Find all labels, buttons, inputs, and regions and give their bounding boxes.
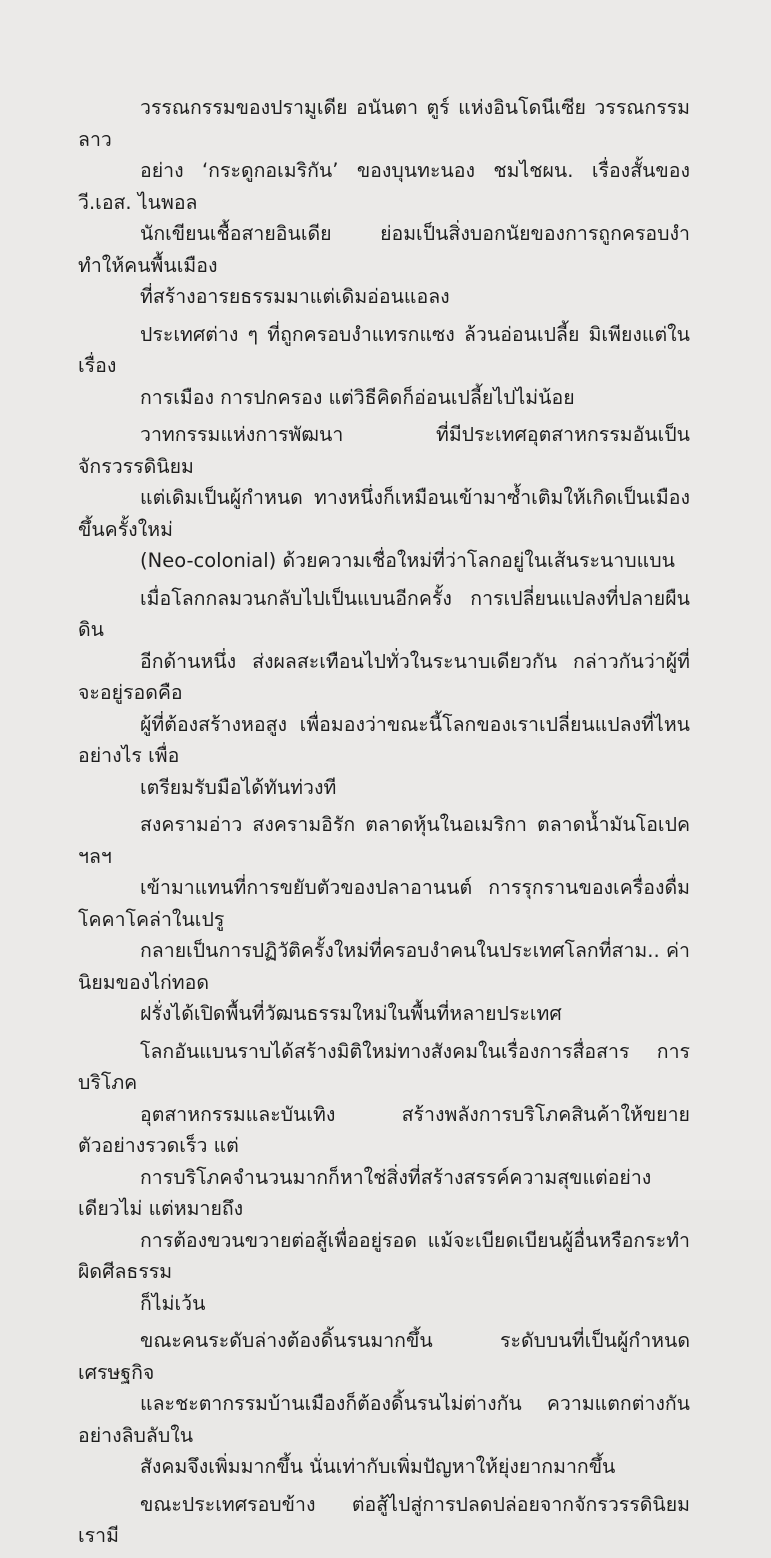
text-line: การบริโภคจำนวนมากก็หาใช่สิ่งที่สร้างสรรค์ความสุขแต่อย่างเดียวไม่ แต่หมายถึง [78, 1165, 652, 1220]
paragraph [78, 319, 690, 414]
paragraph [78, 419, 690, 577]
paragraph [78, 92, 690, 313]
text-line: และชะตากรรมบ้านเมืองก็ต้องดิ้นรนไม่ต่างกัน ความแตกต่างกันอย่างลิบลับใน [78, 1392, 690, 1447]
paragraph [78, 1489, 690, 1552]
text-line: การเมือง การปกครอง แต่วิธีคิดก็อ่อนเปลี้ยไปไม่น้อย [140, 385, 575, 409]
text-line: ผู้ที่ต้องสร้างหอสูง เพื่อมองว่าขณะนี้โลกของเราเปลี่ยนแปลงที่ไหน อย่างไร เพื่อ [78, 712, 690, 767]
text-line: ขณะคนระดับล่างต้องดิ้นรนมากขึ้น ระดับบนที่เป็นผู้กำหนดเศรษฐกิจ [78, 1329, 690, 1384]
text-line: วาทกรรมแห่งการพัฒนา ที่มีประเทศอุตสาหกรรมอันเป็นจักรวรรดินิยม [78, 423, 690, 478]
text-line: การต้องขวนขวายต่อสู้เพื่ออยู่รอด แม้จะเบียดเบียนผู้อื่นหรือกระทำผิดศีลธรรม [78, 1228, 690, 1283]
text-line: วรรณกรรมของปรามูเดีย อนันตา ตูร์ แห่งอินโดนีเซีย วรรณกรรมลาว [78, 96, 690, 151]
text-line: ประเทศต่าง ๆ ที่ถูกครอบงำแทรกแซง ล้วนอ่อนเปลี้ย มิเพียงแต่ในเรื่อง [78, 322, 690, 377]
text-line: อุตสาหกรรมและบันเทิง สร้างพลังการบริโภคสินค้าให้ขยายตัวอย่างรวดเร็ว แต่ [78, 1102, 690, 1157]
body-text [78, 92, 690, 1558]
text-line: สงครามอ่าว สงครามอิรัก ตลาดหุ้นในอเมริกา ตลาดน้ำมันโอเปค ฯลฯ [78, 813, 690, 868]
text-line: ฝรั่งได้เปิดพื้นที่วัฒนธรรมใหม่ในพื้นที่หลายประเทศ [140, 1002, 562, 1025]
text-line: ก็ไม่เว้น [140, 1291, 206, 1315]
text-line: เตรียมรับมือได้ทันท่วงที [140, 775, 337, 799]
text-line: แต่เดิมเป็นผู้กำหนด ทางหนึ่งก็เหมือนเข้ามาซ้ำเติมให้เกิดเป็นเมืองขึ้นครั้งใหม่ [78, 486, 690, 541]
paragraph [78, 1325, 690, 1483]
text-line: นักเขียนเชื้อสายอินเดีย ย่อมเป็นสิ่งบอกนัยของการถูกครอบงำ ทำให้คนพื้นเมือง [78, 222, 690, 277]
paragraph [78, 583, 690, 804]
text-line: ที่สร้างอารยธรรมมาแต่เดิมอ่อนแอลง [140, 285, 450, 308]
paragraph [78, 809, 690, 1030]
text-line: สังคมจึงเพิ่มมากขึ้น นั่นเท่ากับเพิ่มปัญหาให้ยุ่งยากมากขึ้น [140, 1455, 616, 1478]
text-line: ขณะประเทศรอบข้าง ต่อสู้ไปสู่การปลดปล่อยจากจักรวรรดินิยม เรามี [78, 1492, 690, 1547]
text-line: กลายเป็นการปฏิวัติครั้งใหม่ที่ครอบงำคนในประเทศโลกที่สาม.. ค่านิยมของไก่ทอด [78, 939, 690, 994]
text-line: (Neo-colonial) ด้วยความเชื่อใหม่ที่ว่าโลกอยู่ในเส้นระนาบแบน [140, 549, 675, 572]
paragraph [78, 1036, 690, 1320]
text-line: อีกด้านหนึ่ง ส่งผลสะเทือนไปทั่วในระนาบเดียวกัน กล่าวกันว่าผู้ที่จะอยู่รอดคือ [78, 649, 690, 704]
text-line: เข้ามาแทนที่การขยับตัวของปลาอานนต์ การรุกรานของเครื่องดื่มโคคาโคล่าในเปรู [78, 876, 690, 931]
text-line: โลกอันแบนราบได้สร้างมิติใหม่ทางสังคมในเรื่องการสื่อสาร การบริโภค [78, 1039, 690, 1094]
text-line: เมื่อโลกกลมวนกลับไปเป็นแบนอีกครั้ง การเปลี่ยนแปลงที่ปลายผืนดิน [78, 586, 690, 641]
text-line: อย่าง ‘กระดูกอเมริกัน’ ของบุนทะนอง ชมไชผน. เรื่องสั้นของวี.เอส. ไนพอล [78, 159, 690, 214]
